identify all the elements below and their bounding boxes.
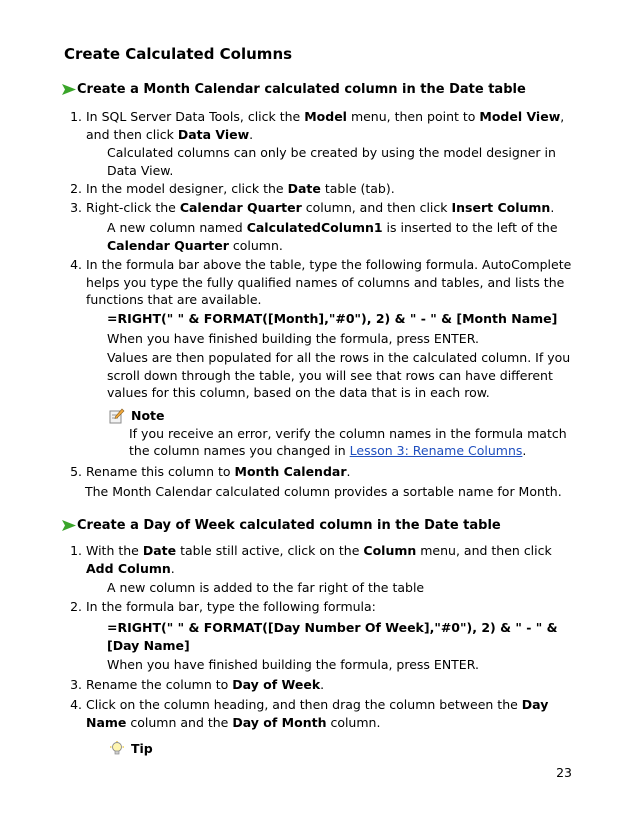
- step-1: [70, 108, 576, 143]
- step-text: Right-click the: [86, 200, 180, 215]
- step-text: .: [346, 464, 351, 479]
- note-bold: Calendar Quarter: [107, 237, 229, 253]
- step-4-after: When you have finished building the formula, press ENTER.: [107, 331, 479, 346]
- step-bold: Data View: [177, 126, 250, 142]
- step-bold: Model: [304, 109, 347, 124]
- procedure-heading-day-of-week: [62, 518, 501, 533]
- step-3: [70, 199, 576, 217]
- step-bold: Day Name: [86, 697, 549, 730]
- page-number: 23: [556, 765, 572, 780]
- step-bold: Calendar Quarter: [179, 200, 302, 215]
- procedure-title: Create a Month Calendar calculated column in the Date table: [77, 82, 526, 97]
- step-4: [70, 256, 576, 309]
- step-4-values: Values are then populated for all the rows in the calculated column. If you scroll down through the table, you will see that rows can have different values for this column, based on the data that is in each row.: [107, 350, 571, 400]
- formula-month-calendar: =RIGHT(" " & FORMAT([Month],"#0"), 2) & " - " & [Month Name]: [107, 311, 558, 326]
- procedure-arrow-icon: [62, 520, 76, 531]
- step-1-note: A new column is added to the far right of the table: [107, 580, 425, 595]
- step-text: In the formula bar, type the following formula:: [86, 599, 376, 614]
- step-number: 3.: [70, 677, 82, 692]
- note-bold: CalculatedColumn1: [246, 220, 383, 235]
- step-3: [70, 676, 576, 694]
- step-text: In the model designer, click the: [86, 181, 288, 196]
- note-header: [109, 407, 569, 425]
- procedure-arrow-icon: [62, 84, 76, 95]
- note-text: is inserted to the left of the: [382, 220, 558, 235]
- step-4: [70, 696, 576, 731]
- note-text: .: [522, 443, 527, 458]
- step-text: menu, then point to: [346, 109, 480, 124]
- step-2: [70, 598, 576, 616]
- step-number: 1.: [70, 543, 82, 558]
- section-title: Create Calculated Columns: [64, 45, 293, 63]
- step-text: .: [170, 560, 175, 576]
- note-text: A new column named: [107, 220, 247, 235]
- step-text: With the: [86, 543, 143, 558]
- step-1-note: Calculated columns can only be created by using the model designer in Data View.: [107, 145, 556, 178]
- step-text: .: [249, 126, 254, 142]
- step-bold: Add Column: [86, 560, 171, 576]
- step-2: [70, 180, 576, 198]
- step-number: 3.: [70, 200, 82, 215]
- step-text: .: [550, 200, 555, 215]
- tip-label: Tip: [131, 741, 153, 756]
- step-text: Rename the column to: [86, 677, 233, 692]
- step-text: , and then click: [86, 109, 565, 142]
- step-text: In SQL Server Data Tools, click the: [86, 109, 305, 124]
- procedure-heading-month-calendar: [62, 82, 526, 97]
- step-text: column, and then click: [301, 200, 452, 215]
- step-text: column and the: [126, 714, 233, 730]
- note-text: column.: [228, 237, 283, 253]
- tip-box: [109, 740, 569, 758]
- step-text: table still active, click on the: [176, 543, 364, 558]
- step-text: column.: [326, 714, 381, 730]
- lightbulb-icon: [109, 741, 125, 757]
- tip-header: [109, 740, 569, 758]
- procedure-summary: The Month Calendar calculated column provides a sortable name for Month.: [85, 484, 562, 499]
- step-3-note: [107, 219, 577, 254]
- note-box: [109, 407, 569, 460]
- step-number: 2.: [70, 181, 82, 196]
- step-bold: Date: [142, 543, 177, 558]
- step-number: 4.: [70, 697, 82, 712]
- procedure-title: Create a Day of Week calculated column in the Date table: [77, 518, 501, 533]
- step-bold: Day of Week: [232, 677, 321, 692]
- step-text: table (tab).: [320, 181, 395, 196]
- lesson-3-link[interactable]: Lesson 3: Rename Columns: [349, 443, 523, 458]
- step-number: 5.: [70, 464, 82, 479]
- step-number: 4.: [70, 257, 82, 272]
- step-bold: Insert Column: [451, 200, 551, 215]
- step-text: .: [320, 677, 325, 692]
- step-number: 1.: [70, 109, 82, 124]
- note-body: [109, 425, 569, 460]
- step-2-after: When you have finished building the formula, press ENTER.: [107, 657, 479, 672]
- step-bold: Date: [287, 181, 321, 196]
- step-text: Rename this column to: [86, 464, 235, 479]
- note-label: Note: [131, 408, 165, 423]
- step-text: menu, and then click: [416, 543, 552, 558]
- note-pencil-icon: [109, 408, 125, 424]
- step-number: 2.: [70, 599, 82, 614]
- step-text: In the formula bar above the table, type the following formula. AutoComplete helps you type the fully qualified names of columns and tables, and lists the functions that are available.: [86, 257, 572, 307]
- step-text: Click on the column heading, and then drag the column between the: [86, 697, 522, 712]
- step-bold: Column: [363, 543, 417, 558]
- step-bold: Day of Month: [232, 714, 327, 730]
- note-text: If you receive an error, verify the column names in the formula match the column names you changed in: [129, 425, 567, 458]
- formula-day-of-week: =RIGHT(" " & FORMAT([Day Number Of Week],"#0"), 2) & " - " & [Day Name]: [107, 620, 558, 653]
- step-5: [70, 463, 576, 481]
- step-1: [70, 542, 576, 577]
- step-bold: Month Calendar: [234, 464, 347, 479]
- step-bold: Model View: [479, 109, 561, 124]
